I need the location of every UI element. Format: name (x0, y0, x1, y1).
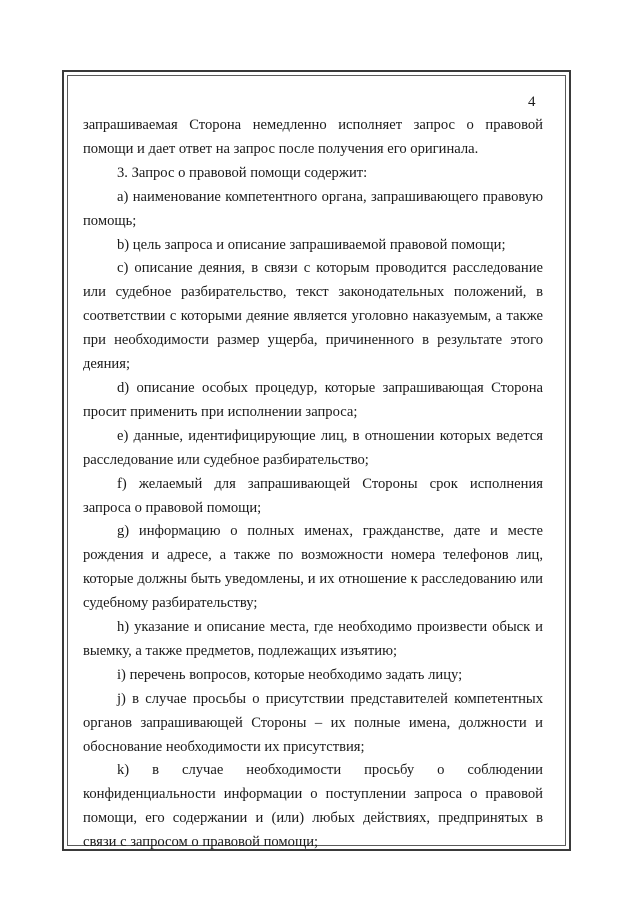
list-item-k: k) в случае необходимости просьбу о соблюдении конфиденциальности информации о поступлении запроса о правовой помощи, его содержании и (или) любых действиях, предпринятых в связи с запросом о правовой помощи; (83, 762, 543, 851)
list-item-d: d) описание особых процедур, которые запрашивающая Сторона просит применить при исполнении запроса; (83, 379, 543, 420)
list-item-a: a) наименование компетентного органа, запрашивающего правовую помощь; (83, 188, 543, 229)
list-item-e: e) данные, идентифицирующие лиц, в отношении которых ведется расследование или судебное разбирательство; (83, 427, 543, 468)
list-item-h: h) указание и описание места, где необходимо произвести обыск и выемку, а также предметов, подлежащих изъятию; (83, 619, 543, 659)
list-item-j: j) в случае просьбы о присутствии представителей компетентных органов запрашивающей Стороны – их полные имена, должности и обоснование необходимости их присутствия; (83, 690, 543, 755)
document-body (83, 114, 543, 855)
paragraph-section-3-heading: 3. Запрос о правовой помощи содержит: (117, 164, 368, 181)
list-item-b: b) цель запроса и описание запрашиваемой правовой помощи; (117, 236, 506, 253)
list-item-i: i) перечень вопросов, которые необходимо задать лицу; (117, 666, 463, 683)
list-item-c: c) описание деяния, в связи с которым проводится расследование или судебное разбирательство, текст законодательных положений, в соответствии с которыми деяние является уголовно наказуемым, а также при необходимости размер ущерба, причиненного в результате этого деяния; (83, 260, 543, 373)
list-item-g: g) информацию о полных именах, гражданстве, дате и месте рождения и адресе, а также по возможности номера телефонов лиц, которые должны быть уведомлены, и их отношение к расследованию или судебному разбирательству; (83, 523, 543, 612)
page-number: 4 (528, 94, 536, 110)
list-item-f: f) желаемый для запрашивающей Стороны срок исполнения запроса о правовой помощи; (83, 475, 543, 516)
paragraph-continuation: запрашиваемая Сторона немедленно исполняет запрос о правовой помощи и дает ответ на запрос после получения его оригинала. (83, 117, 543, 157)
